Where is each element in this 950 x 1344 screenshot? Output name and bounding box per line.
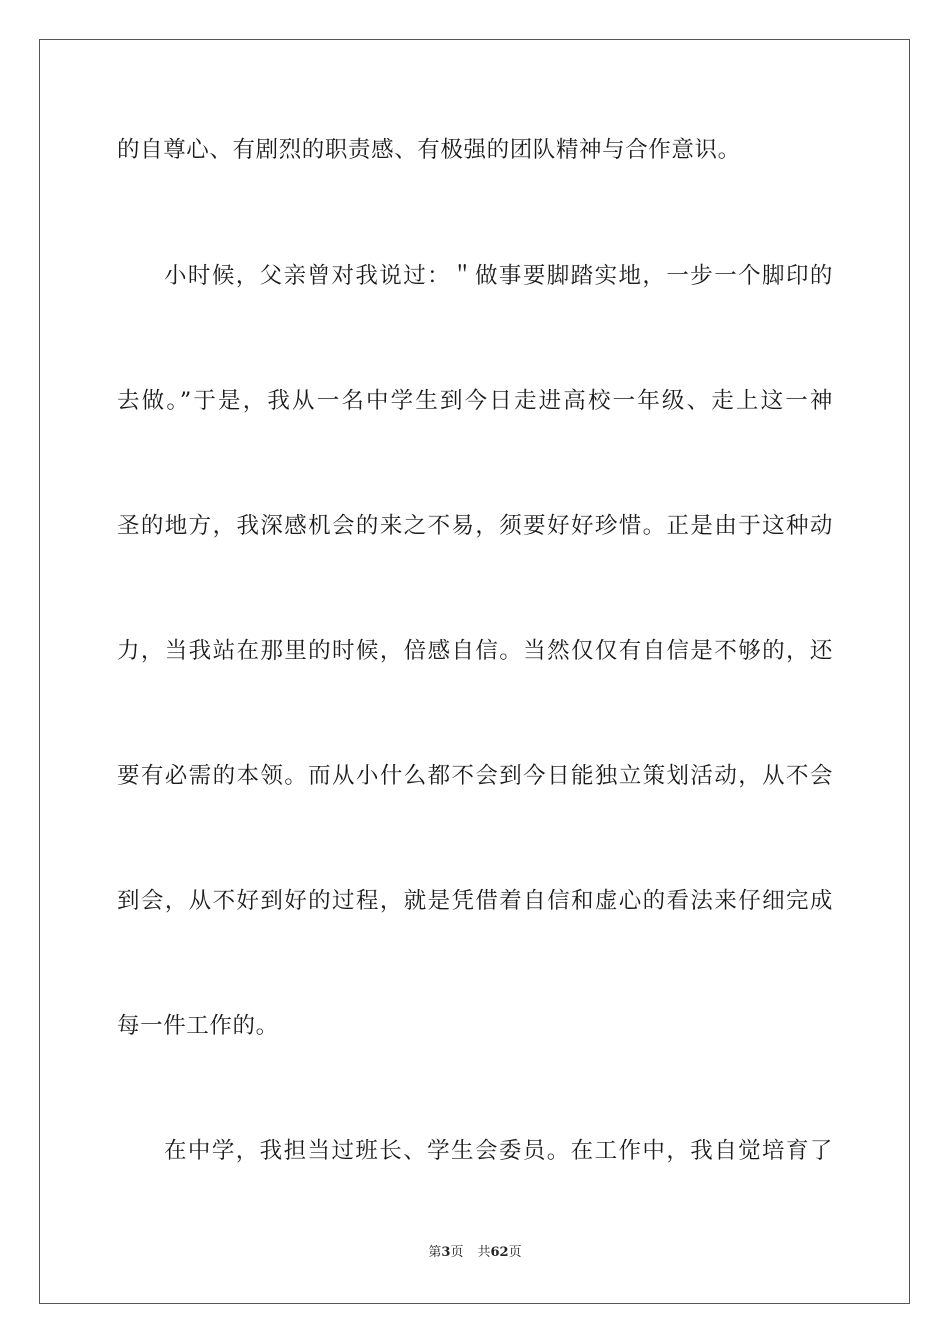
paragraph-line-2: 小时候，父亲曾对我说过：＂做事要脚踏实地，一步一个脚印的 — [164, 263, 833, 289]
footer-page-number: 3 — [441, 1245, 451, 1260]
paragraph-line-9: 在中学，我担当过班长、学生会委员。在工作中，我自觉培育了 — [164, 1138, 833, 1164]
footer-total-suffix: 页 — [508, 1245, 522, 1260]
paragraph-line-7: 到会，从不好到好的过程，就是凭借着自信和虚心的看法来仔细完成 — [117, 888, 833, 914]
paragraph-line-8: 每一件工作的。 — [117, 1013, 279, 1039]
paragraph-line-4: 圣的地方，我深感机会的来之不易，须要好好珍惜。正是由于这种动 — [117, 513, 833, 539]
footer-total-pages: 62 — [490, 1245, 509, 1260]
footer-page-suffix: 页 — [450, 1245, 464, 1260]
page-border — [39, 39, 910, 1304]
paragraph-line-5: 力，当我站在那里的时候，倍感自信。当然仅仅有自信是不够的，还 — [117, 638, 833, 664]
paragraph-line-1: 的自尊心、有剧烈的职责感、有极强的团队精神与合作意识。 — [117, 137, 741, 163]
footer-page-prefix: 第 — [428, 1245, 442, 1260]
paragraph-line-6: 要有必需的本领。而从小什么都不会到今日能独立策划活动，从不会 — [117, 763, 833, 789]
paragraph-line-3: 去做。”于是，我从一名中学生到今日走进高校一年级、走上这一神 — [117, 388, 833, 414]
page-footer — [0, 1244, 950, 1262]
footer-total-prefix: 共 — [477, 1245, 491, 1260]
